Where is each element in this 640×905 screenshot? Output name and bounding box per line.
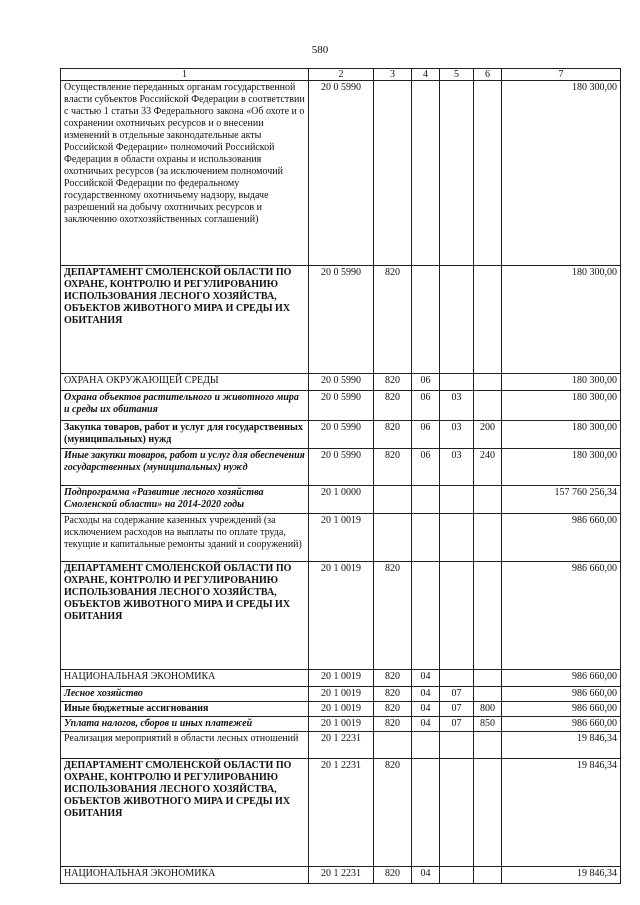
expense-type-cell [474, 391, 502, 421]
expense-type-cell: 800 [474, 702, 502, 717]
table-row [61, 562, 621, 670]
amount-cell: 180 300,00 [502, 374, 621, 391]
subsection-cell: 07 [440, 687, 474, 702]
department-code-cell: 820 [374, 867, 412, 884]
subsection-cell [440, 867, 474, 884]
amount-cell: 986 660,00 [502, 717, 621, 732]
table-row [61, 449, 621, 486]
target-article-cell: 20 1 2231 [309, 867, 374, 884]
amount-cell: 180 300,00 [502, 421, 621, 449]
table-row [61, 867, 621, 884]
amount-cell: 180 300,00 [502, 449, 621, 486]
section-cell [412, 266, 440, 374]
amount-cell: 986 660,00 [502, 514, 621, 562]
target-article-cell: 20 0 5990 [309, 391, 374, 421]
department-code-cell: 820 [374, 702, 412, 717]
section-cell: 04 [412, 687, 440, 702]
target-article-cell: 20 0 5990 [309, 449, 374, 486]
target-article-cell: 20 0 5990 [309, 266, 374, 374]
header-col-7: 7 [502, 69, 621, 81]
amount-cell: 19 846,34 [502, 759, 621, 867]
table-row [61, 717, 621, 732]
table-body [61, 81, 621, 884]
department-code-cell: 820 [374, 670, 412, 687]
section-cell: 04 [412, 670, 440, 687]
header-col-4: 4 [412, 69, 440, 81]
header-col-5: 5 [440, 69, 474, 81]
row-name-cell: НАЦИОНАЛЬНАЯ ЭКОНОМИКА [61, 670, 309, 687]
department-code-cell: 820 [374, 391, 412, 421]
expense-type-cell: 240 [474, 449, 502, 486]
row-name-cell: ДЕПАРТАМЕНТ СМОЛЕНСКОЙ ОБЛАСТИ ПО ОХРАНЕ, КОНТРОЛЮ И РЕГУЛИРОВАНИЮ ИСПОЛЬЗОВАНИЯ ЛЕСНОГО ХОЗЯЙСТВА, ОБЪЕКТОВ ЖИВОТНОГО МИРА И СРЕДЫ ИХ ОБИТАНИЯ [61, 266, 309, 374]
expense-type-cell [474, 562, 502, 670]
subsection-cell [440, 670, 474, 687]
subsection-cell [440, 514, 474, 562]
amount-cell: 157 760 256,34 [502, 486, 621, 514]
section-cell: 04 [412, 717, 440, 732]
expense-type-cell [474, 486, 502, 514]
header-col-6: 6 [474, 69, 502, 81]
section-cell [412, 514, 440, 562]
department-code-cell [374, 81, 412, 266]
row-name-cell: Расходы на содержание казенных учреждений (за исключением расходов на выплаты по оплате труда, текущие и капитальные ремонты зданий и сооружений) [61, 514, 309, 562]
row-name-cell: Лесное хозяйство [61, 687, 309, 702]
subsection-cell: 03 [440, 421, 474, 449]
amount-cell: 180 300,00 [502, 81, 621, 266]
table-row [61, 759, 621, 867]
subsection-cell: 07 [440, 702, 474, 717]
expense-type-cell [474, 514, 502, 562]
target-article-cell: 20 1 0019 [309, 670, 374, 687]
expense-type-cell [474, 687, 502, 702]
subsection-cell: 03 [440, 391, 474, 421]
row-name-cell: Закупка товаров, работ и услуг для государственных (муниципальных) нужд [61, 421, 309, 449]
table-row [61, 391, 621, 421]
section-cell: 06 [412, 374, 440, 391]
amount-cell: 986 660,00 [502, 562, 621, 670]
header-col-2: 2 [309, 69, 374, 81]
header-col-3: 3 [374, 69, 412, 81]
table-row [61, 486, 621, 514]
expense-type-cell [474, 867, 502, 884]
row-name-cell: Иные бюджетные ассигнования [61, 702, 309, 717]
section-cell: 06 [412, 421, 440, 449]
section-cell [412, 732, 440, 759]
expense-type-cell [474, 670, 502, 687]
department-code-cell: 820 [374, 759, 412, 867]
table-row [61, 687, 621, 702]
target-article-cell: 20 1 0019 [309, 514, 374, 562]
target-article-cell: 20 0 5990 [309, 81, 374, 266]
table-row [61, 732, 621, 759]
subsection-cell: 03 [440, 449, 474, 486]
row-name-cell: ДЕПАРТАМЕНТ СМОЛЕНСКОЙ ОБЛАСТИ ПО ОХРАНЕ, КОНТРОЛЮ И РЕГУЛИРОВАНИЮ ИСПОЛЬЗОВАНИЯ ЛЕСНОГО ХОЗЯЙСТВА, ОБЪЕКТОВ ЖИВОТНОГО МИРА И СРЕДЫ ИХ ОБИТАНИЯ [61, 562, 309, 670]
department-code-cell: 820 [374, 266, 412, 374]
department-code-cell: 820 [374, 562, 412, 670]
row-name-cell: НАЦИОНАЛЬНАЯ ЭКОНОМИКА [61, 867, 309, 884]
expense-type-cell: 200 [474, 421, 502, 449]
subsection-cell [440, 266, 474, 374]
target-article-cell: 20 1 0019 [309, 687, 374, 702]
table-row [61, 266, 621, 374]
section-cell: 06 [412, 449, 440, 486]
department-code-cell: 820 [374, 421, 412, 449]
section-cell [412, 562, 440, 670]
expense-type-cell [474, 759, 502, 867]
subsection-cell [440, 81, 474, 266]
target-article-cell: 20 1 2231 [309, 759, 374, 867]
department-code-cell: 820 [374, 687, 412, 702]
subsection-cell [440, 374, 474, 391]
table-row [61, 514, 621, 562]
amount-cell: 19 846,34 [502, 867, 621, 884]
section-cell: 04 [412, 702, 440, 717]
row-name-cell: Подпрограмма «Развитие лесного хозяйства Смоленской области» на 2014-2020 годы [61, 486, 309, 514]
amount-cell: 986 660,00 [502, 687, 621, 702]
subsection-cell: 07 [440, 717, 474, 732]
department-code-cell [374, 732, 412, 759]
table-row [61, 421, 621, 449]
section-cell [412, 81, 440, 266]
subsection-cell [440, 562, 474, 670]
amount-cell: 986 660,00 [502, 702, 621, 717]
expense-type-cell [474, 374, 502, 391]
table-row [61, 670, 621, 687]
header-col-1: 1 [61, 69, 309, 81]
header-row [61, 69, 621, 81]
section-cell [412, 759, 440, 867]
expense-type-cell [474, 732, 502, 759]
table-row [61, 81, 621, 266]
row-name-cell: Уплата налогов, сборов и иных платежей [61, 717, 309, 732]
target-article-cell: 20 1 0000 [309, 486, 374, 514]
department-code-cell: 820 [374, 374, 412, 391]
page-number: 580 [311, 44, 329, 56]
section-cell [412, 486, 440, 514]
section-cell: 06 [412, 391, 440, 421]
amount-cell: 180 300,00 [502, 266, 621, 374]
amount-cell: 19 846,34 [502, 732, 621, 759]
department-code-cell [374, 486, 412, 514]
target-article-cell: 20 1 0019 [309, 717, 374, 732]
department-code-cell: 820 [374, 717, 412, 732]
expense-type-cell [474, 81, 502, 266]
table-row [61, 702, 621, 717]
department-code-cell [374, 514, 412, 562]
target-article-cell: 20 1 0019 [309, 702, 374, 717]
expense-type-cell: 850 [474, 717, 502, 732]
row-name-cell: Охрана объектов растительного и животного мира и среды их обитания [61, 391, 309, 421]
expense-type-cell [474, 266, 502, 374]
row-name-cell: Иные закупки товаров, работ и услуг для обеспечения государственных (муниципальных) нужд [61, 449, 309, 486]
budget-table [60, 68, 621, 884]
target-article-cell: 20 0 5990 [309, 374, 374, 391]
target-article-cell: 20 0 5990 [309, 421, 374, 449]
table-row [61, 374, 621, 391]
section-cell: 04 [412, 867, 440, 884]
department-code-cell: 820 [374, 449, 412, 486]
row-name-cell: Осуществление переданных органам государственной власти субъектов Российской Федерации в соответствии с частью 1 статьи 33 Федерального закона «Об охоте и о сохранении охотничьих ресурсов и о внесении изменений в отдельные законодательные акты Российской Федерации» полномочий Российской Федерации в области охраны и использования охотничьих ресурсов (за исключением полномочий Российской Федерации по федеральному государственному охотничьему надзору, выдаче разрешений на добычу охотничьих ресурсов и заключению охотхозяйственных соглашений) [61, 81, 309, 266]
row-name-cell: ДЕПАРТАМЕНТ СМОЛЕНСКОЙ ОБЛАСТИ ПО ОХРАНЕ, КОНТРОЛЮ И РЕГУЛИРОВАНИЮ ИСПОЛЬЗОВАНИЯ ЛЕСНОГО ХОЗЯЙСТВА, ОБЪЕКТОВ ЖИВОТНОГО МИРА И СРЕДЫ ИХ ОБИТАНИЯ [61, 759, 309, 867]
subsection-cell [440, 759, 474, 867]
amount-cell: 180 300,00 [502, 391, 621, 421]
row-name-cell: ОХРАНА ОКРУЖАЮЩЕЙ СРЕДЫ [61, 374, 309, 391]
target-article-cell: 20 1 0019 [309, 562, 374, 670]
subsection-cell [440, 732, 474, 759]
row-name-cell: Реализация мероприятий в области лесных отношений [61, 732, 309, 759]
subsection-cell [440, 486, 474, 514]
target-article-cell: 20 1 2231 [309, 732, 374, 759]
amount-cell: 986 660,00 [502, 670, 621, 687]
